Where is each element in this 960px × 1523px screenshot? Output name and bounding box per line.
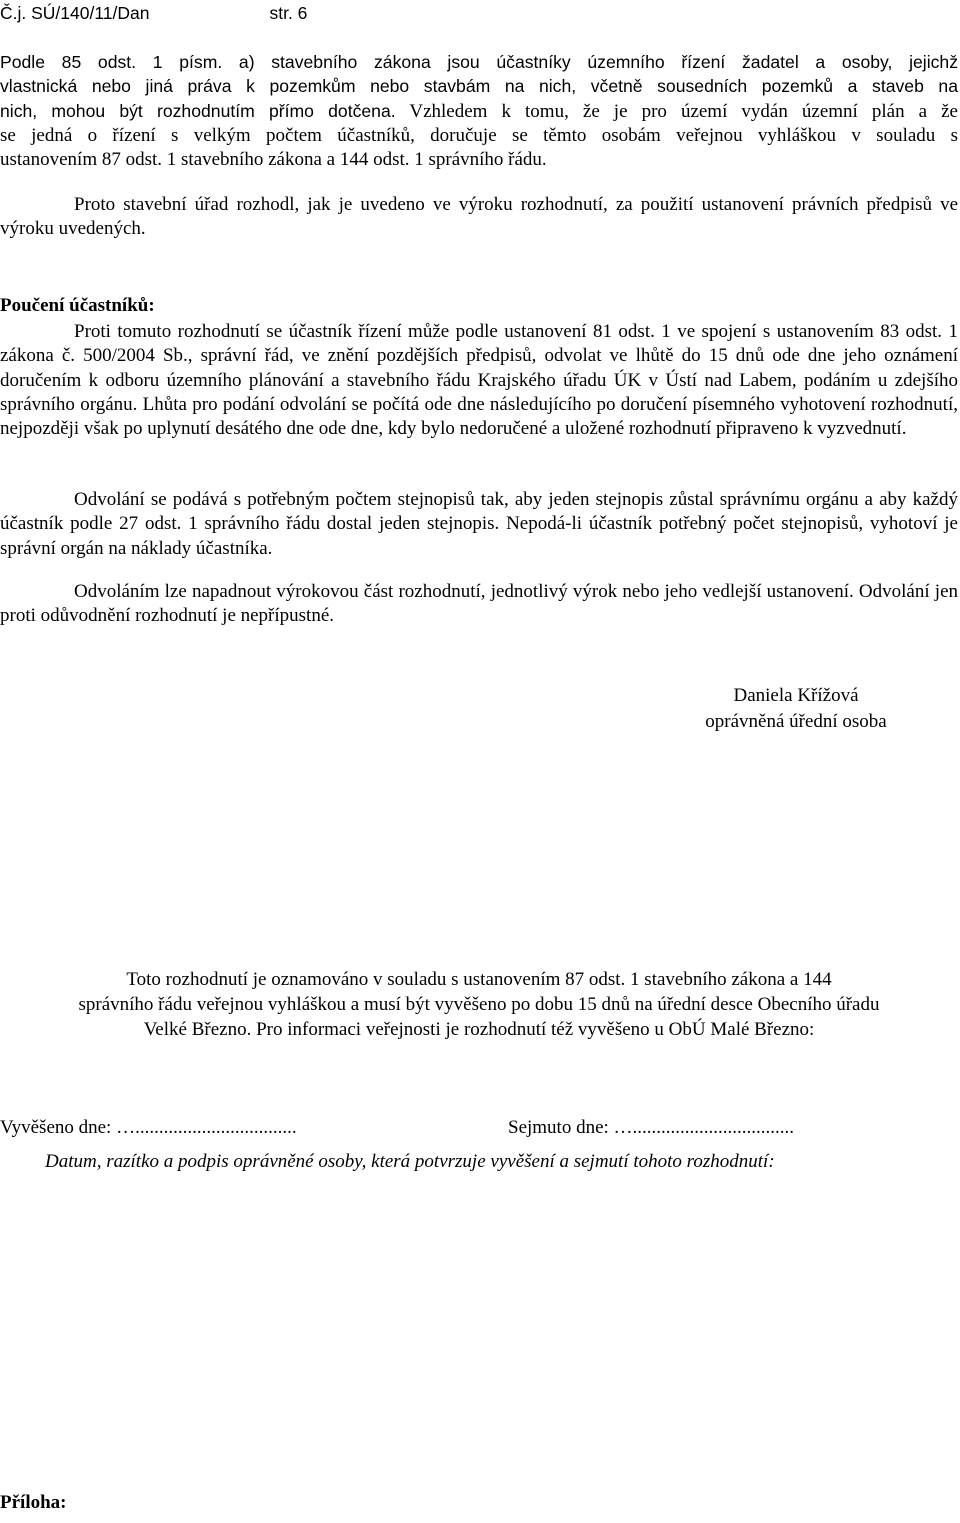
paragraph-participants: [0, 50, 958, 172]
notice-line: správního řádu veřejnou vyhláškou a musí být vyvěšeno po dobu 15 dnů na úřední desce Obecního úřadu: [78, 994, 880, 1015]
public-notice: [0, 967, 958, 1042]
signatory-name: Daniela Křížová: [733, 685, 859, 706]
paragraph-line: [0, 99, 958, 124]
signatory-role: oprávněná úřední osoba: [705, 711, 887, 732]
paragraph-line: ustanovením 87 odst. 1 stavebního zákona a 144 odst. 1 správního řádu.: [0, 149, 547, 171]
paragraph-line: vlastnická nebo jiná práva k pozemkům nebo stavbám na nich, včetně sousedních pozemků a staveb na: [0, 76, 958, 97]
notice-line: Velké Březno. Pro informaci veřejnosti je rozhodnutí též vyvěšeno u ObÚ Malé Březno:: [143, 1019, 815, 1040]
reference-number: Č.j. SÚ/140/11/Dan: [0, 3, 150, 23]
removed-date-field: Sejmuto dne: …..................................: [508, 1117, 795, 1138]
paragraph-appeal-scope: Odvoláním lze napadnout výrokovou část rozhodnutí, jednotlivý výrok nebo jeho vedlejší ustanovení. Odvolání jen proti odůvodnění rozhodnutí je nepřípustné.: [0, 581, 958, 627]
paragraph-decision: Proto stavební úřad rozhodl, jak je uvedeno ve výroku rozhodnutí, za použití ustanovení právních předpisů ve výroku uvedených.: [0, 194, 958, 240]
page-header: [0, 3, 307, 24]
paragraph-line: Podle 85 odst. 1 písm. a) stavebního zákona jsou účastníky územního řízení žadatel a osoby, jejichž: [0, 52, 958, 72]
attachment-heading: Příloha:: [0, 1492, 67, 1513]
signature-block: [680, 683, 912, 735]
posting-caption: Datum, razítko a podpis oprávněné osoby, která potvrzuje vyvěšení a sejmutí tohoto rozhodnutí:: [45, 1151, 775, 1172]
instruction-heading: Poučení účastníků:: [0, 295, 155, 316]
page-number: str. 6: [269, 3, 308, 23]
posted-date-field: Vyvěšeno dne: …..................................: [0, 1117, 297, 1138]
paragraph-line-part: nich, mohou být rozhodnutím přímo dotčena.: [0, 100, 396, 121]
paragraph-line: se jedná o řízení s velkým počtem účastníků, doručuje se těmto osobám veřejnou vyhláškou v souladu s: [0, 124, 958, 146]
paragraph-copies: Odvolání se podává s potřebným počtem stejnopisů tak, aby jeden stejnopis zůstal správnímu orgánu a aby každý účastník podle 27 odst. 1 správního řádu dostal jeden stejnopis. Nepodá-li účastník potřebný počet stejnopisů, vyhotoví je správní orgán na náklady účastníka.: [0, 489, 958, 559]
paragraph-appeal: Proti tomuto rozhodnutí se účastník řízení může podle ustanovení 81 odst. 1 ve spojení s ustanovením 83 odst. 1 zákona č. 500/2004 Sb., správní řád, ve znění pozdějších předpisů, odvolat ve lhůtě do 15 dnů ode dne jeho oznámení doručením k odboru územního plánování a stavebního řádu Krajského úřadu ÚK v Ústí nad Labem, podáním u zdejšího správního orgánu. Lhůta pro podání odvolání se počítá ode dne následujícího po doručení písemného vyhotovení rozhodnutí, nejpozději však po uplynutí desátého dne ode dne, kdy bylo nedoručené a uložené rozhodnutí připraveno k vyzvednutí.: [0, 321, 958, 440]
notice-line: Toto rozhodnutí je oznamováno v souladu s ustanovením 87 odst. 1 stavebního zákona a 144: [126, 969, 832, 990]
paragraph-line-part: Vzhledem k tomu, že je pro území vydán územní plán a že: [395, 100, 958, 122]
